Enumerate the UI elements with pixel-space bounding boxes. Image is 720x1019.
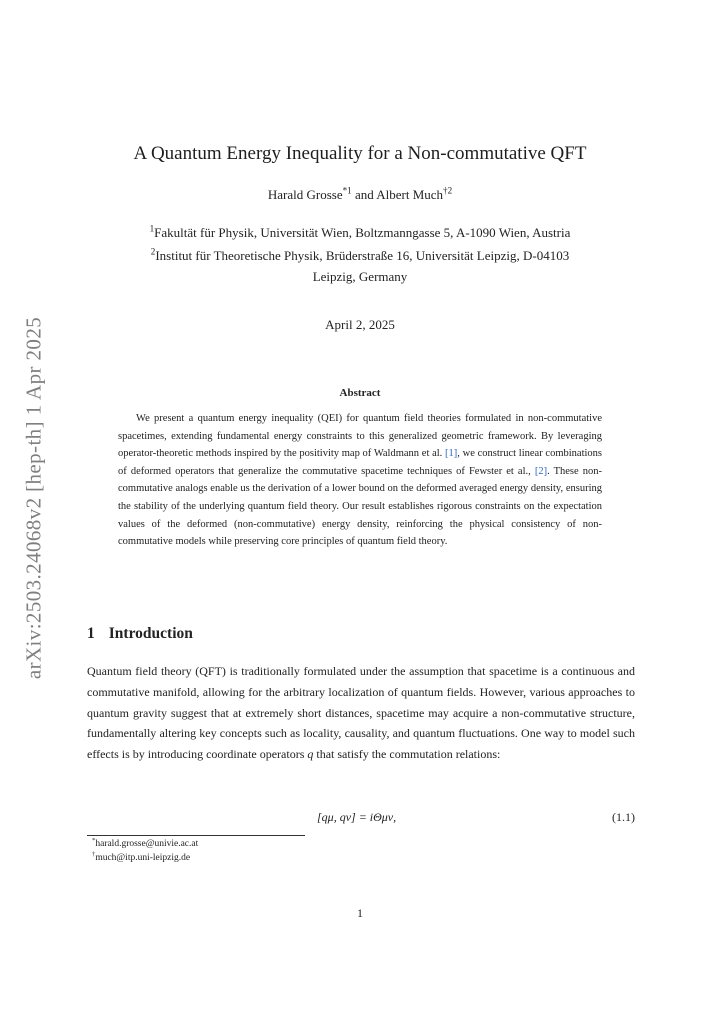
intro-text-1: Quantum field theory (QFT) is traditionally formulated under the assumption that spacetime is a continuous and commutative manifold, allowing for the arbitrary localization of quantum fields. However, various approaches to quantum gravity suggest that at extremely short distances, spacetime may acquire a non-commutative structure, fundamentally altering key concepts such as locality, causality, and quantum fluctuations. One way to model such effects is by introducing coordinate operators: [87, 664, 635, 762]
affiliation-1-text: Fakultät für Physik, Universität Wien, Boltzmanngasse 5, A-1090 Wien, Austria: [154, 225, 571, 240]
equation-formula: [qμ, qν] = iΘμν,: [317, 810, 397, 824]
page-number: 1: [357, 906, 363, 920]
affiliation-1: [85, 222, 635, 243]
footnote-2: [92, 850, 191, 863]
author-line: [85, 187, 635, 203]
citation-2-link[interactable]: [2]: [534, 465, 548, 477]
section-number: 1: [87, 625, 95, 642]
affiliation-2: [85, 245, 635, 266]
arxiv-stamp: [4, 300, 64, 695]
section-heading: [87, 625, 193, 643]
abstract-part-3: . These non-commutative analogs enable us the derivation of a lower bound on the deformed averaged energy density, ensuring the stability of the underlying quantum field theory. Our result establishes rigorous constraints on the expectation values of the deformed (non-commutative) energy density, reinforcing the physical consistency of non-commutative models while preserving core principles of quantum field theory.: [118, 465, 602, 548]
author-1-mark: *1: [342, 185, 352, 196]
paper-title: A Quantum Energy Inequality for a Non-commutative QFT: [133, 143, 587, 164]
affiliation-1-mark: 1: [149, 223, 155, 234]
footnote-1-mark: *: [92, 836, 96, 844]
intro-variable: q: [307, 747, 314, 762]
footnote-2-mark: †: [92, 850, 96, 858]
footnote-2-email: much@itp.uni-leipzig.de: [95, 853, 191, 863]
affiliation-2-cont-text: Leipzig, Germany: [312, 269, 408, 284]
footnote-1: [92, 836, 199, 849]
equation-number: (1.1): [612, 810, 635, 824]
intro-text-2: that satisfy the commutation relations:: [313, 747, 501, 762]
arxiv-id: arXiv:2503.24068v2 [hep-th] 1 Apr 2025: [21, 316, 46, 679]
abstract-heading: Abstract: [339, 387, 381, 399]
author-conjunction: and: [351, 187, 377, 202]
footnote-rule: [87, 835, 305, 836]
affiliation-2-mark: 2: [150, 246, 156, 257]
author-1: Harald Grosse: [267, 187, 343, 202]
paper-date: April 2, 2025: [325, 317, 395, 332]
intro-paragraph: [87, 661, 635, 765]
abstract-part-1: We present a quantum energy inequality (QEI) for quantum field theories formulated in non-commutative spacetimes, extending fundamental energy constraints to this generalized geometric framework. By leveraging operator-theoretic methods inspired by the positivity map of Waldmann et al.: [118, 413, 602, 460]
abstract-part-2: , we construct linear combinations of deformed operators that generalize the commutative spacetime techniques of Fewster et al.,: [118, 448, 602, 477]
author-2: Albert Much: [376, 187, 444, 202]
affiliation-2-cont: [85, 266, 635, 287]
equation-1-1: [87, 810, 635, 828]
affiliation-2-text: Institut für Theoretische Physik, Brüderstraße 16, Universität Leipzig, D-04103: [155, 248, 570, 263]
footnote-1-email: harald.grosse@univie.ac.at: [95, 839, 199, 849]
citation-1-link[interactable]: [1]: [445, 448, 458, 460]
author-2-mark: †2: [443, 185, 453, 196]
abstract-body: [118, 410, 602, 551]
section-title: Introduction: [108, 625, 193, 642]
